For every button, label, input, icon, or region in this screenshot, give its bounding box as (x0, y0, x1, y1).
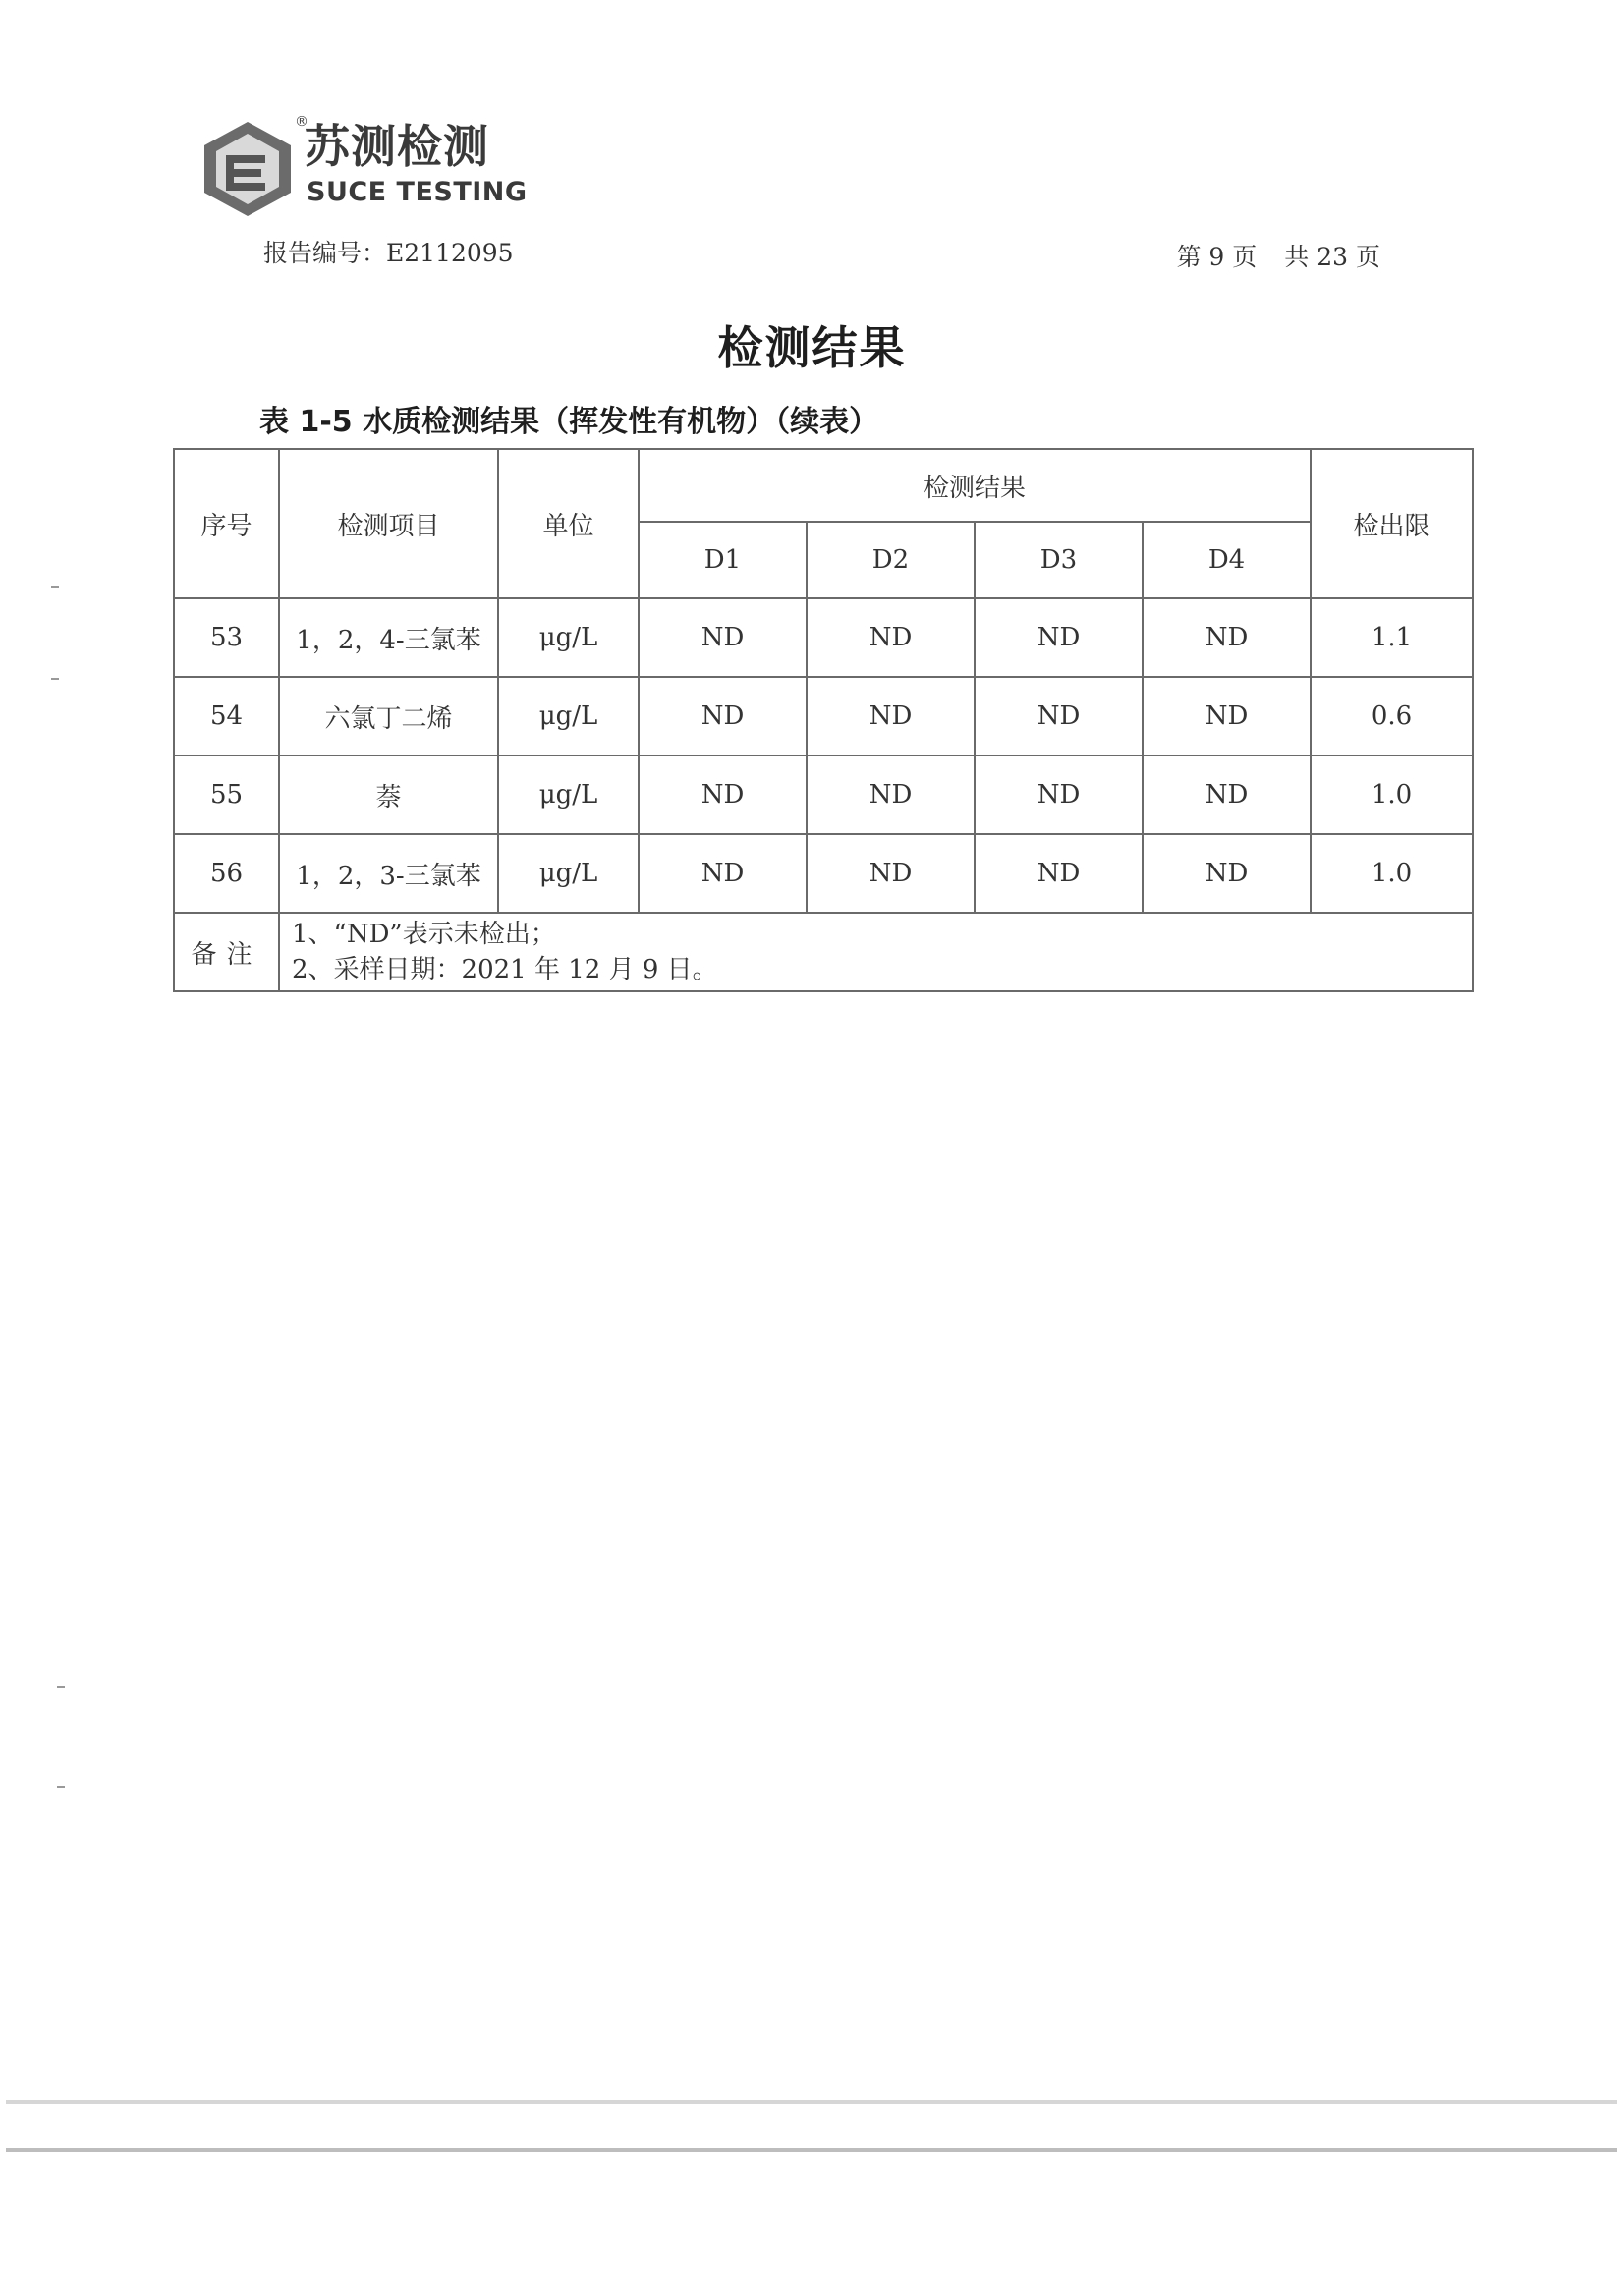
page-current: 第 9 页 (1176, 243, 1258, 271)
cell-d2: ND (807, 834, 975, 913)
table-row (174, 598, 1473, 677)
cell-d3: ND (975, 677, 1143, 756)
cell-d1: ND (639, 756, 807, 834)
cell-unit: μg/L (498, 677, 639, 756)
scan-line (6, 2100, 1617, 2104)
header-unit: 单位 (498, 449, 639, 598)
cell-d1: ND (639, 598, 807, 677)
cell-d3: ND (975, 598, 1143, 677)
cell-d1: ND (639, 677, 807, 756)
header-item: 检测项目 (279, 449, 498, 598)
cell-d1: ND (639, 834, 807, 913)
cell-d2: ND (807, 598, 975, 677)
cell-d3: ND (975, 834, 1143, 913)
scan-mark (51, 586, 59, 588)
cell-d3: ND (975, 756, 1143, 834)
table-row (174, 756, 1473, 834)
cell-unit: μg/L (498, 598, 639, 677)
header-d2: D2 (807, 522, 975, 598)
cell-unit: μg/L (498, 834, 639, 913)
cell-d4: ND (1143, 598, 1311, 677)
notes-label: 备注 (174, 913, 279, 991)
logo-english-name: SUCE TESTING (307, 177, 528, 207)
results-table (173, 448, 1474, 992)
header-results: 检测结果 (639, 449, 1311, 522)
cell-seq: 53 (174, 598, 279, 677)
scan-mark (51, 678, 59, 680)
cell-limit: 1.0 (1311, 834, 1473, 913)
cell-item: 萘 (279, 756, 498, 834)
company-logo (200, 110, 534, 218)
header-d3: D3 (975, 522, 1143, 598)
note-item: 2、采样日期：2021 年 12 月 9 日。 (292, 955, 718, 984)
cell-unit: μg/L (498, 756, 639, 834)
registered-mark: ® (295, 114, 308, 130)
suce-logo-icon (200, 120, 295, 218)
cell-item: 六氯丁二烯 (279, 677, 498, 756)
cell-limit: 1.1 (1311, 598, 1473, 677)
scan-mark (57, 1786, 65, 1788)
table-row (174, 677, 1473, 756)
page-indicator (1176, 238, 1380, 273)
logo-chinese-name: 苏测检测 (305, 120, 489, 173)
note-item: 1、“ND”表示未检出； (292, 920, 556, 949)
header-d4: D4 (1143, 522, 1311, 598)
cell-seq: 54 (174, 677, 279, 756)
cell-d4: ND (1143, 756, 1311, 834)
header-limit: 检出限 (1311, 449, 1473, 598)
cell-d2: ND (807, 677, 975, 756)
page-total: 共 23 页 (1284, 243, 1380, 271)
cell-d4: ND (1143, 677, 1311, 756)
scan-mark (57, 1686, 65, 1688)
notes-content (279, 913, 1473, 991)
cell-limit: 1.0 (1311, 756, 1473, 834)
document-title: 检测结果 (717, 321, 907, 374)
cell-item: 1，2，3-三氯苯 (279, 834, 498, 913)
cell-d4: ND (1143, 834, 1311, 913)
cell-seq: 55 (174, 756, 279, 834)
table-row (174, 834, 1473, 913)
report-number: 报告编号：E2112095 (263, 239, 514, 267)
table-caption: 表 1-5 水质检测结果（挥发性有机物）（续表） (259, 405, 879, 439)
cell-seq: 56 (174, 834, 279, 913)
notes-row (174, 913, 1473, 991)
header-d1: D1 (639, 522, 807, 598)
cell-limit: 0.6 (1311, 677, 1473, 756)
cell-d2: ND (807, 756, 975, 834)
cell-item: 1，2，4-三氯苯 (279, 598, 498, 677)
header-seq: 序号 (174, 449, 279, 598)
scan-line (6, 2148, 1617, 2152)
